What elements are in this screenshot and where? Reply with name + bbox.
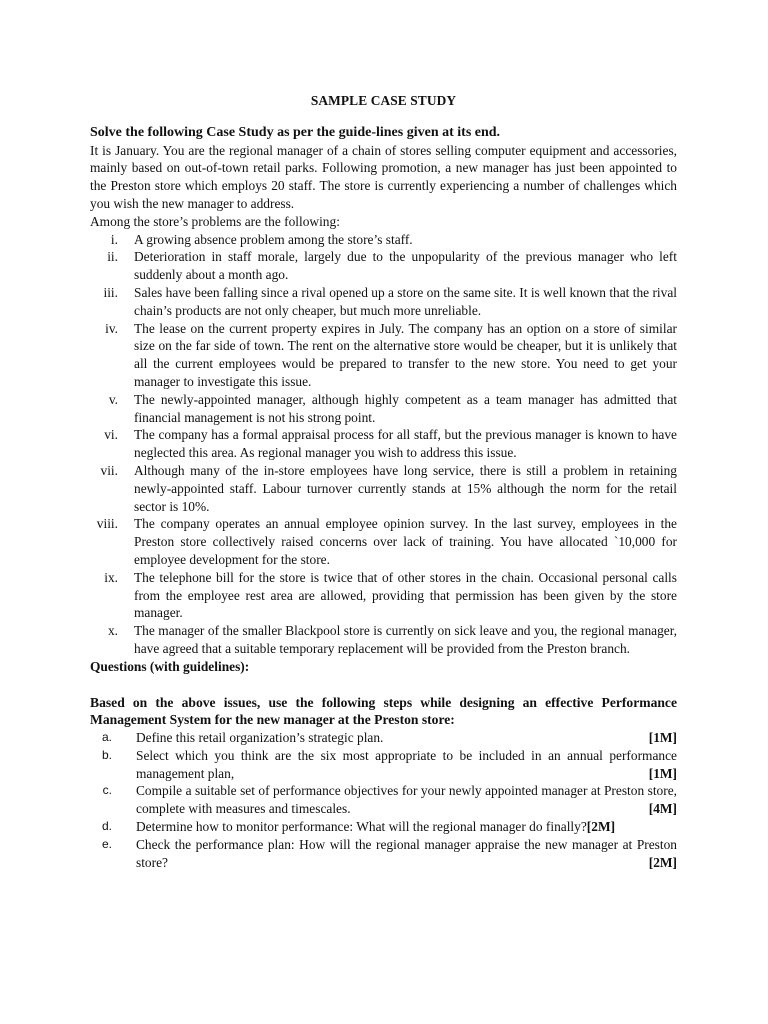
- step-item: [90, 747, 677, 783]
- problems-lead: Among the store’s problems are the following:: [90, 213, 340, 229]
- problem-number: iii.: [103, 284, 118, 300]
- problem-item: [90, 320, 677, 391]
- step-marks: [2M]: [648, 854, 677, 870]
- step-item: [90, 782, 677, 818]
- steps-list: [90, 729, 677, 871]
- step-text: Compile a suitable set of performance objectives for your newly appointed manager at Preston store, complete with measures and timescales.: [136, 783, 677, 817]
- step-letter: d.: [101, 819, 112, 834]
- problem-text: The company operates an annual employee opinion survey. In the last survey, employees in the Preston store collectively raised concerns over lack of training. You have allocated `10,000 for employee development for the store.: [134, 516, 677, 567]
- step-item: [90, 729, 677, 747]
- problem-item: [90, 622, 677, 658]
- problem-item: [90, 248, 677, 284]
- step-body: [126, 836, 677, 872]
- step-letter: e.: [101, 836, 112, 851]
- problem-text: The company has a formal appraisal process for all staff, but the previous manager is known to have neglected this area. As regional manager you wish to address this issue.: [134, 427, 677, 461]
- problem-text: A growing absence problem among the store’s staff.: [134, 231, 413, 247]
- problems-list: [90, 231, 677, 658]
- step-item: [90, 818, 677, 836]
- problem-number: x.: [107, 623, 118, 639]
- step-text: Determine how to monitor performance: What will the regional manager do finally?: [136, 819, 587, 835]
- step-marks: [1M]: [648, 765, 677, 781]
- problem-text: Deterioration in staff morale, largely due to the unpopularity of the previous manager who left suddenly about a month ago.: [134, 249, 677, 283]
- problem-item: [90, 284, 677, 320]
- problem-number: vi.: [104, 427, 118, 443]
- document-title: SAMPLE CASE STUDY: [310, 93, 457, 108]
- instruction-heading: Solve the following Case Study as per the guide-lines given at its end.: [90, 124, 501, 140]
- step-item: [90, 836, 677, 872]
- steps-intro: Based on the above issues, use the following steps while designing an effective Performance Management System for the new manager at the Preston store:: [90, 694, 677, 728]
- problem-number: ix.: [104, 569, 118, 585]
- problem-item: [90, 231, 677, 249]
- step-marks: [1M]: [648, 730, 677, 746]
- step-body: [126, 818, 677, 836]
- problem-number: vii.: [100, 462, 118, 478]
- step-text: Define this retail organization’s strategic plan.: [136, 730, 384, 746]
- step-letter: c.: [102, 783, 112, 798]
- problem-number: iv.: [105, 320, 118, 336]
- step-text: Select which you think are the six most appropriate to be included in an annual performance management plan,: [136, 747, 677, 781]
- problem-number: viii.: [96, 516, 118, 532]
- problem-text: The telephone bill for the store is twice that of other stores in the chain. Occasional personal calls from the employee rest area are allowed, providing that permission has been given by the store manager.: [134, 569, 677, 621]
- problem-item: [90, 426, 677, 462]
- problem-number: v.: [108, 391, 118, 407]
- step-body: [126, 747, 677, 783]
- step-body: [126, 782, 677, 818]
- questions-heading: Questions (with guidelines):: [90, 658, 250, 674]
- problem-text: The newly-appointed manager, although highly competent as a team manager has admitted that financial management is not his strong point.: [134, 391, 677, 425]
- problem-item: [90, 569, 677, 622]
- step-text: Check the performance plan: How will the regional manager appraise the new manager at Preston store?: [136, 836, 677, 870]
- problem-number: i.: [110, 231, 118, 247]
- intro-paragraph: It is January. You are the regional manager of a chain of stores selling computer equipment and accessories, mainly based on out-of-town retail parks. Following promotion, a new manager has just been appointed to the Preston store which employs 20 staff. The store is currently experiencing a number of challenges which you wish the new manager to address.: [90, 142, 677, 211]
- step-letter: a.: [101, 730, 112, 745]
- problem-item: [90, 515, 677, 568]
- step-marks: [2M]: [586, 819, 616, 835]
- problem-item: [90, 462, 677, 515]
- step-marks: [4M]: [648, 801, 677, 817]
- step-letter: b.: [101, 747, 112, 762]
- problem-number: ii.: [107, 249, 118, 265]
- problem-text: The lease on the current property expires in July. The company has an option on a store of similar size on the far side of town. The rent on the alternative store would be cheaper, but it is unlikely that all the current employees would be prepared to transfer to the new store. You need to get your manager to investigate this issue.: [134, 320, 677, 389]
- problem-item: [90, 391, 677, 427]
- step-body: [126, 729, 677, 747]
- document-page: [90, 92, 677, 871]
- problem-text: Although many of the in-store employees have long service, there is still a problem in retaining newly-appointed staff. Labour turnover currently stands at 15% although the norm for the retail sector is 10%.: [134, 462, 677, 514]
- problem-text: Sales have been falling since a rival opened up a store on the same site. It is well known that the rival chain’s products are not only cheaper, but much more unreliable.: [134, 284, 677, 318]
- problem-text: The manager of the smaller Blackpool store is currently on sick leave and you, the regional manager, have agreed that a suitable temporary replacement will be provided from the Preston branch.: [134, 623, 677, 656]
